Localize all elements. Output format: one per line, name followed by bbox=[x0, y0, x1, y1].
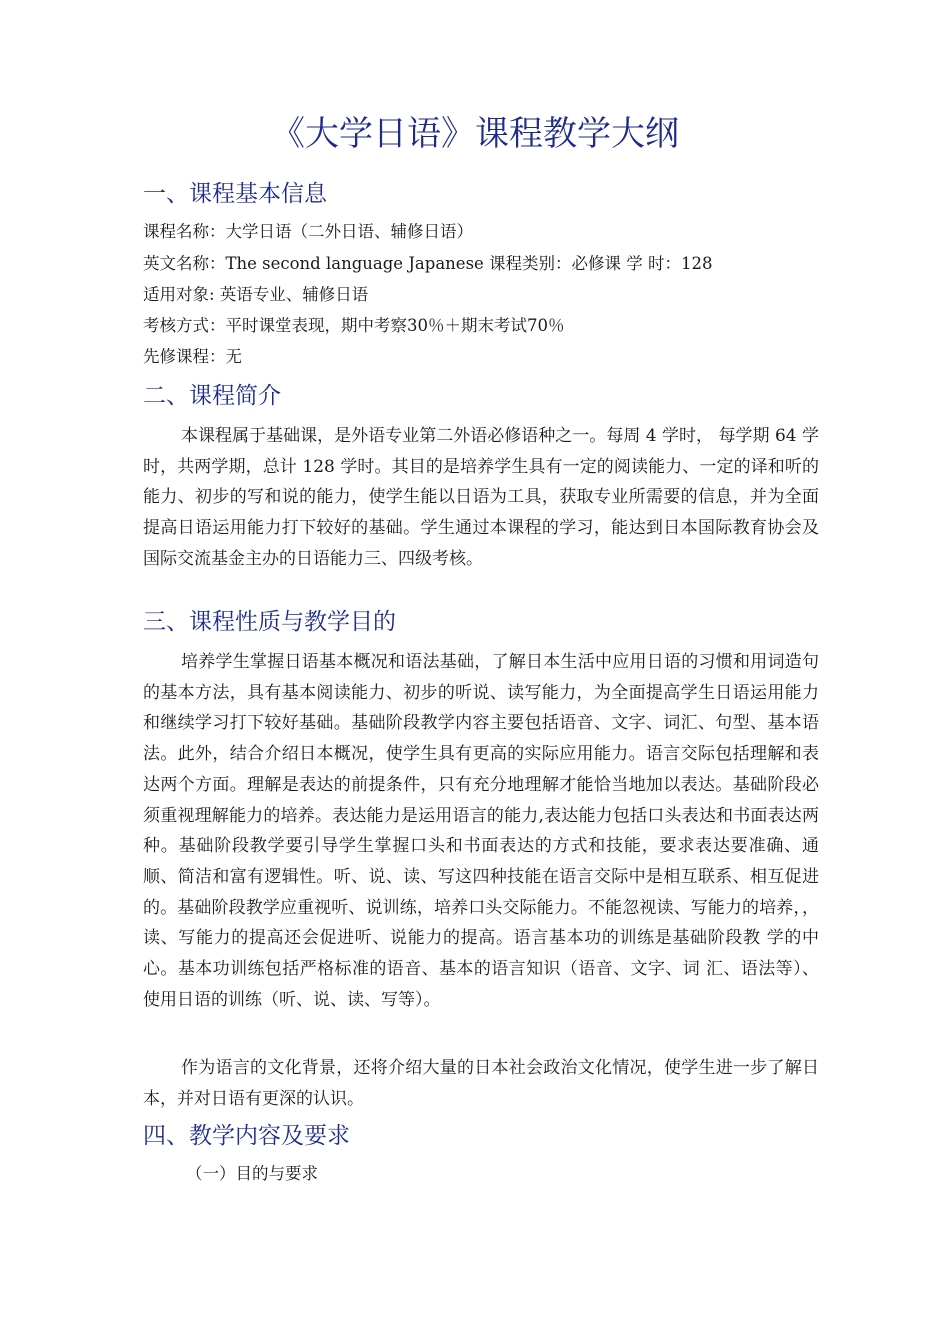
section-heading-nature-purpose: 三、课程性质与教学目的 bbox=[143, 609, 396, 635]
info-english-name: 英文名称：The second language Japanese 课程类别：必修课 学 时：128 bbox=[143, 254, 713, 273]
document-title: 《大学日语》课程教学大纲 bbox=[271, 114, 679, 154]
section-heading-basic-info: 一、课程基本信息 bbox=[143, 181, 327, 207]
info-course-name: 课程名称：大学日语（二外日语、辅修日语） bbox=[143, 222, 473, 241]
subheading-objectives: （一）目的与要求 bbox=[186, 1164, 318, 1183]
culture-paragraph: 作为语言的文化背景，还将介绍大量的日本社会政治文化情况，使学生进一步了解日本，并对日语有更深的认识。 bbox=[143, 1058, 819, 1109]
introduction-paragraph: 本课程属于基础课，是外语专业第二外语必修语种之一。每周 4 学时， 每学期 64 学时，共两学期，总计 128 学时。其目的是培养学生具有一定的阅读能力、一定的译和听的能力、初步的写和说的能力，使学生能以日语为工具，获取专业所需要的信息，并为全面提高日语运用能力打下较好的基础。学生通过本课程的学习，能达到日本国际教育协会及国际交流基金主办的日语能力三、四级考核。 bbox=[143, 426, 819, 569]
info-prerequisite: 先修课程：无 bbox=[143, 347, 242, 366]
section-heading-teaching-content: 四、教学内容及要求 bbox=[143, 1123, 350, 1149]
info-audience: 适用对象: 英语专业、辅修日语 bbox=[143, 285, 369, 304]
info-assessment: 考核方式：平时课堂表现，期中考察30％＋期末考试70％ bbox=[143, 316, 565, 335]
nature-purpose-paragraph: 培养学生掌握日语基本概况和语法基础，了解日本生活中应用日语的习惯和用词造句的基本方法，具有基本阅读能力、初步的听说、读写能力，为全面提高学生日语运用能力和继续学习打下较好基础。基础阶段教学内容主要包括语音、文字、词汇、句型、基本语法。此外，结合介绍日本概况，使学生具有更高的实际应用能力。语言交际包括理解和表达两个方面。理解是表达的前提条件，只有充分地理解才能恰当地加以表达。基础阶段必须重视理解能力的培养。表达能力是运用语言的能力,表达能力包括口头表达和书面表达两种。基础阶段教学要引导学生掌握口头和书面表达的方式和技能，要求表达要准确、通顺、简洁和富有逻辑性。听、说、读、写这四种技能在语言交际中是相互联系、相互促进的。基础阶段教学应重视听、说训练，培养口头交际能力。不能忽视读、写能力的培养，， 读、写能力的提高还会促进听、说能力的提高。语言基本功的训练是基础阶段教 学的中心。基本功训练包括严格标准的语音、基本的语言知识（语音、文字、词 汇、语法等）、使用日语的训练（听、说、读、写等）。 bbox=[143, 652, 819, 1010]
section-heading-introduction: 二、课程简介 bbox=[143, 383, 281, 409]
